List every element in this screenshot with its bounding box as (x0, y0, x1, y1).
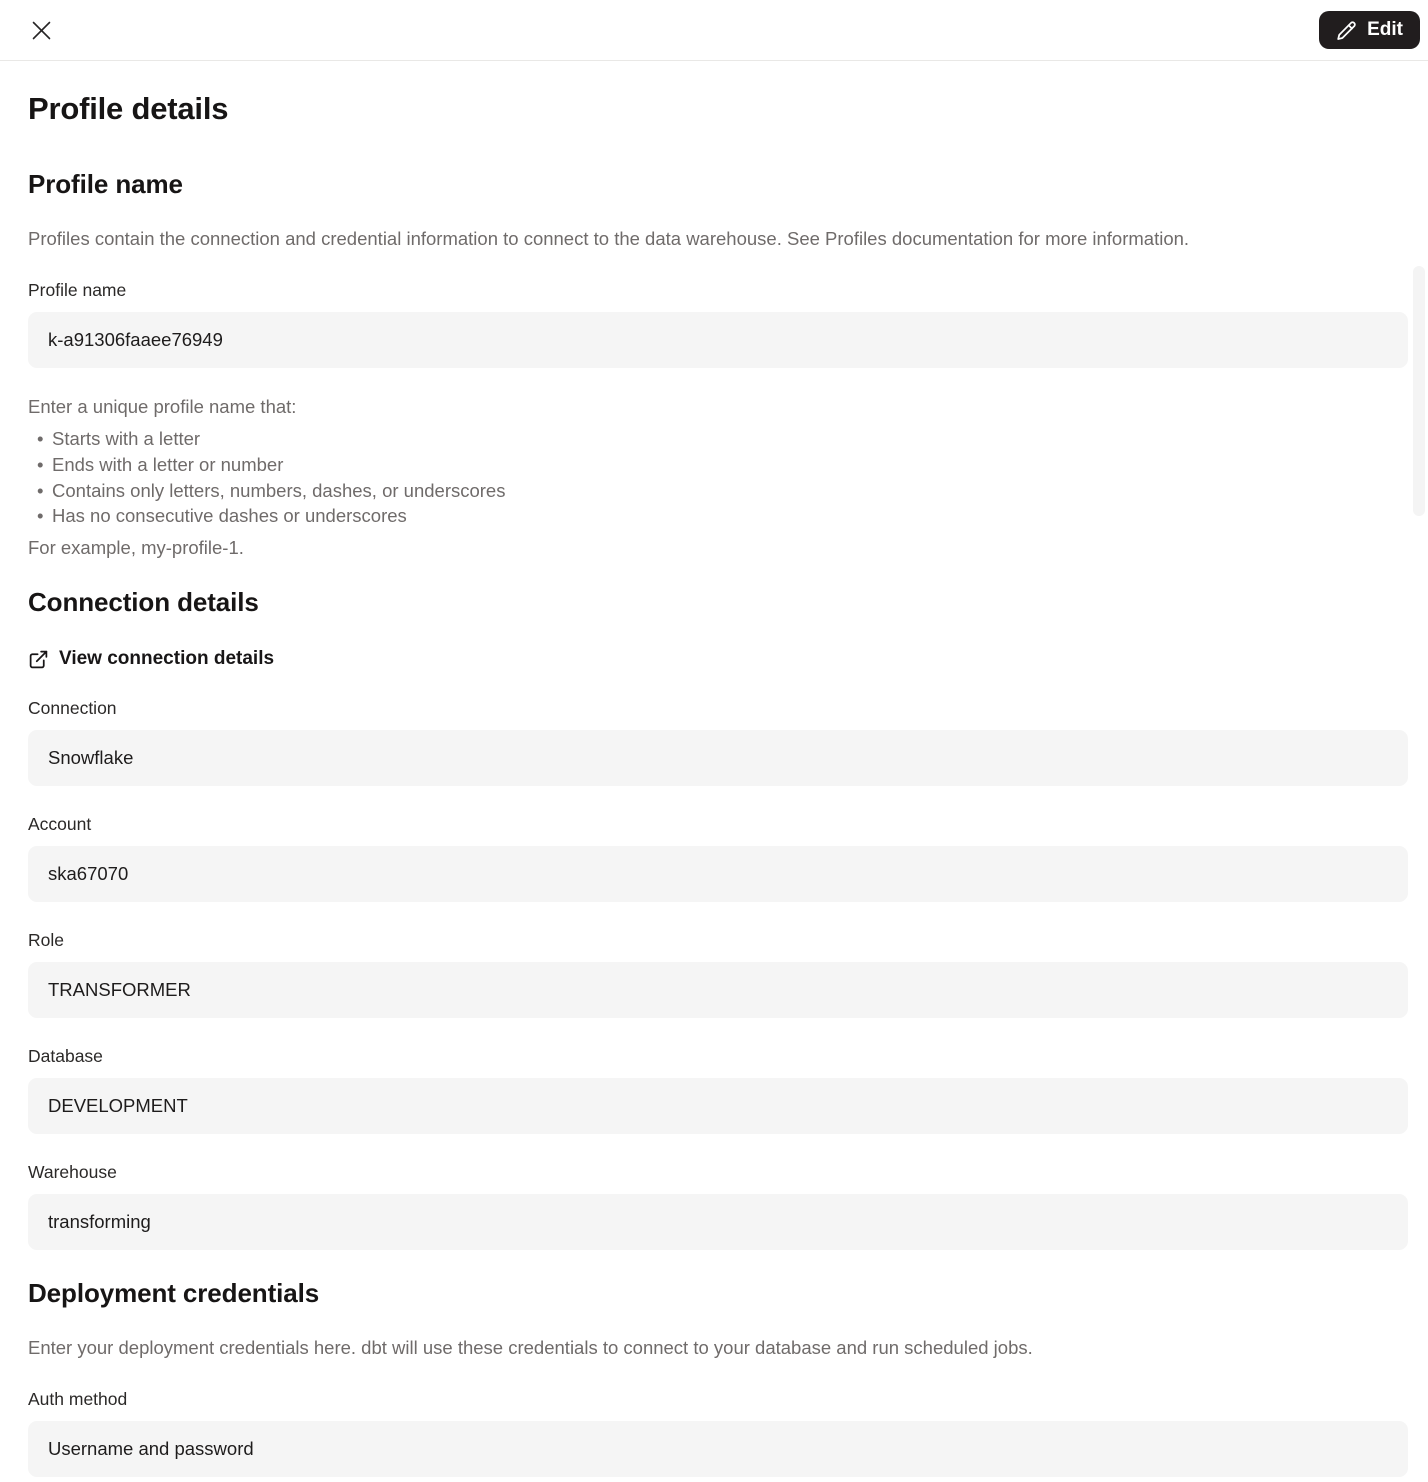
auth-method-field-value: Username and password (48, 1438, 254, 1460)
edit-button-label: Edit (1367, 19, 1403, 40)
profile-name-example: For example, my-profile-1. (28, 537, 244, 559)
rule-item: • Ends with a letter or number (52, 452, 1408, 478)
view-connection-details-label: View connection details (59, 648, 275, 670)
connection-details-heading: Connection details (28, 587, 259, 618)
edit-button[interactable] (1319, 11, 1420, 49)
profile-name-rules-list (28, 426, 1408, 529)
close-icon (32, 21, 51, 40)
deployment-credentials-description: Enter your deployment credentials here. dbt will use these credentials to connect to your database and run scheduled jobs. (28, 1337, 1033, 1359)
connection-field-label: Connection (28, 698, 117, 719)
profile-name-field-value: k-a91306faaee76949 (48, 329, 223, 350)
database-field-value: DEVELOPMENT (48, 1095, 188, 1117)
view-connection-details-link[interactable] (28, 648, 274, 670)
pencil-icon (1336, 20, 1357, 41)
role-field-value: TRANSFORMER (48, 979, 191, 1001)
external-link-icon (28, 649, 49, 670)
database-field (28, 1078, 1408, 1134)
rule-item: • Has no consecutive dashes or underscores (52, 503, 1408, 529)
page-title: Profile details (28, 91, 229, 126)
auth-method-field-label: Auth method (28, 1389, 128, 1410)
profile-name-heading: Profile name (28, 169, 183, 199)
profile-name-description: Profiles contain the connection and credential information to connect to the data warehouse. See Profiles documentation for more information. (28, 228, 1190, 249)
connection-field (28, 730, 1408, 786)
role-field-label: Role (28, 930, 64, 951)
warehouse-field (28, 1194, 1408, 1250)
main-content (0, 90, 1428, 1477)
role-field (28, 962, 1408, 1018)
topbar (0, 0, 1428, 61)
account-field-label: Account (28, 814, 92, 835)
warehouse-field-value: transforming (48, 1211, 151, 1233)
database-field-label: Database (28, 1046, 103, 1067)
profile-name-rules-intro: Enter a unique profile name that: (28, 396, 297, 417)
account-field (28, 846, 1408, 902)
close-button[interactable] (26, 15, 56, 45)
profile-name-field-label: Profile name (28, 280, 127, 300)
warehouse-field-label: Warehouse (28, 1162, 117, 1183)
scrollbar-thumb[interactable] (1413, 266, 1425, 516)
connection-field-value: Snowflake (48, 747, 134, 769)
deployment-credentials-heading: Deployment credentials (28, 1278, 320, 1309)
rule-item: • Contains only letters, numbers, dashes, or underscores (52, 478, 1408, 504)
profile-name-field (28, 312, 1408, 368)
auth-method-field (28, 1421, 1408, 1477)
rule-item: • Starts with a letter (52, 426, 1408, 452)
account-field-value: ska67070 (48, 863, 129, 885)
